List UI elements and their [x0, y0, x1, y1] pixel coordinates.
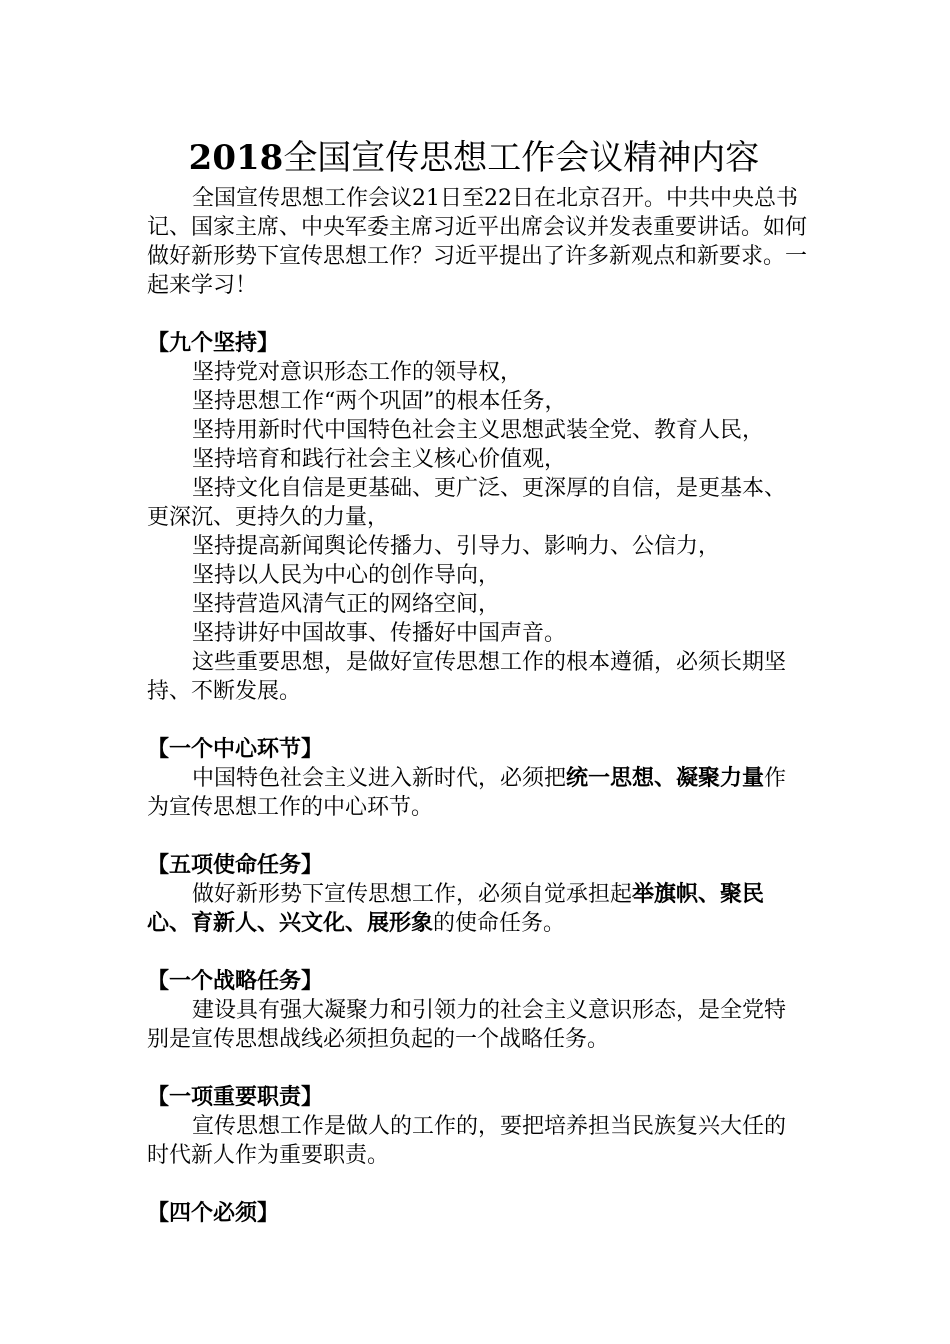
- title-text: 全国宣传思想工作会议精神内容: [283, 138, 760, 178]
- center-paragraph: [147, 764, 807, 822]
- list-item: 坚持用新时代中国特色社会主义思想武装全党、教育人民，: [192, 418, 765, 443]
- strategy-paragraph: 建设具有强大凝聚力和引领力的社会主义意识形态，是全党特别是宣传思想战线必须担负起的一个战略任务。: [147, 998, 787, 1052]
- section-summary: 这些重要思想，是做好宣传思想工作的根本遵循，必须长期坚持、不断发展。: [147, 650, 787, 704]
- five-text-bold: 举旗帜、聚民心、育新人、兴文化、展形象: [147, 881, 765, 936]
- list-item: 坚持文化自信是更基础、更广泛、更深厚的自信，是更基本、更深沉、更持久的力量，: [147, 476, 787, 530]
- center-text-before: 中国特色社会主义进入新时代，必须把: [192, 766, 567, 791]
- title-year: 2018: [188, 138, 284, 178]
- list-item: 坚持讲好中国故事、传播好中国声音。: [192, 621, 567, 646]
- center-text-after: 作为宣传思想工作的中心环节。: [147, 766, 787, 820]
- list-item: 坚持培育和践行社会主义核心价值观，: [192, 447, 567, 472]
- list-item: 坚持党对意识形态工作的领导权，: [192, 360, 523, 385]
- intro-paragraph: 全国宣传思想工作会议21日至22日在北京召开。中共中央总书记、国家主席、中央军委主席习近平出席会议并发表重要讲话。如何做好新形势下宣传思想工作？习近平提出了许多新观点和新要求。一起来学习！: [147, 186, 808, 298]
- section-heading-center: 【一个中心环节】: [147, 736, 324, 762]
- center-text-bold: 统一思想、凝聚力量: [566, 765, 765, 791]
- document-body: [147, 136, 807, 1228]
- list-item: 坚持营造风清气正的网络空间，: [192, 592, 501, 617]
- section-heading-nine: 【九个坚持】: [147, 330, 280, 356]
- section-heading-duty: 【一项重要职责】: [147, 1084, 324, 1110]
- section-heading-strategy: 【一个战略任务】: [147, 968, 324, 994]
- five-paragraph: [147, 880, 807, 938]
- list-item: 坚持思想工作“两个巩固”的根本任务，: [192, 389, 567, 414]
- list-item: 坚持以人民为中心的创作导向，: [192, 563, 501, 588]
- document-title: [141, 136, 807, 180]
- five-text-after: 的使命任务。: [433, 911, 566, 936]
- list-item: 坚持提高新闻舆论传播力、引导力、影响力、公信力，: [192, 534, 721, 559]
- section-heading-five: 【五项使命任务】: [147, 852, 324, 878]
- duty-paragraph: 宣传思想工作是做人的工作的，要把培养担当民族复兴大任的时代新人作为重要职责。: [147, 1114, 787, 1168]
- section-heading-four: 【四个必须】: [147, 1200, 280, 1226]
- five-text-before: 做好新形势下宣传思想工作，必须自觉承担起: [192, 882, 633, 907]
